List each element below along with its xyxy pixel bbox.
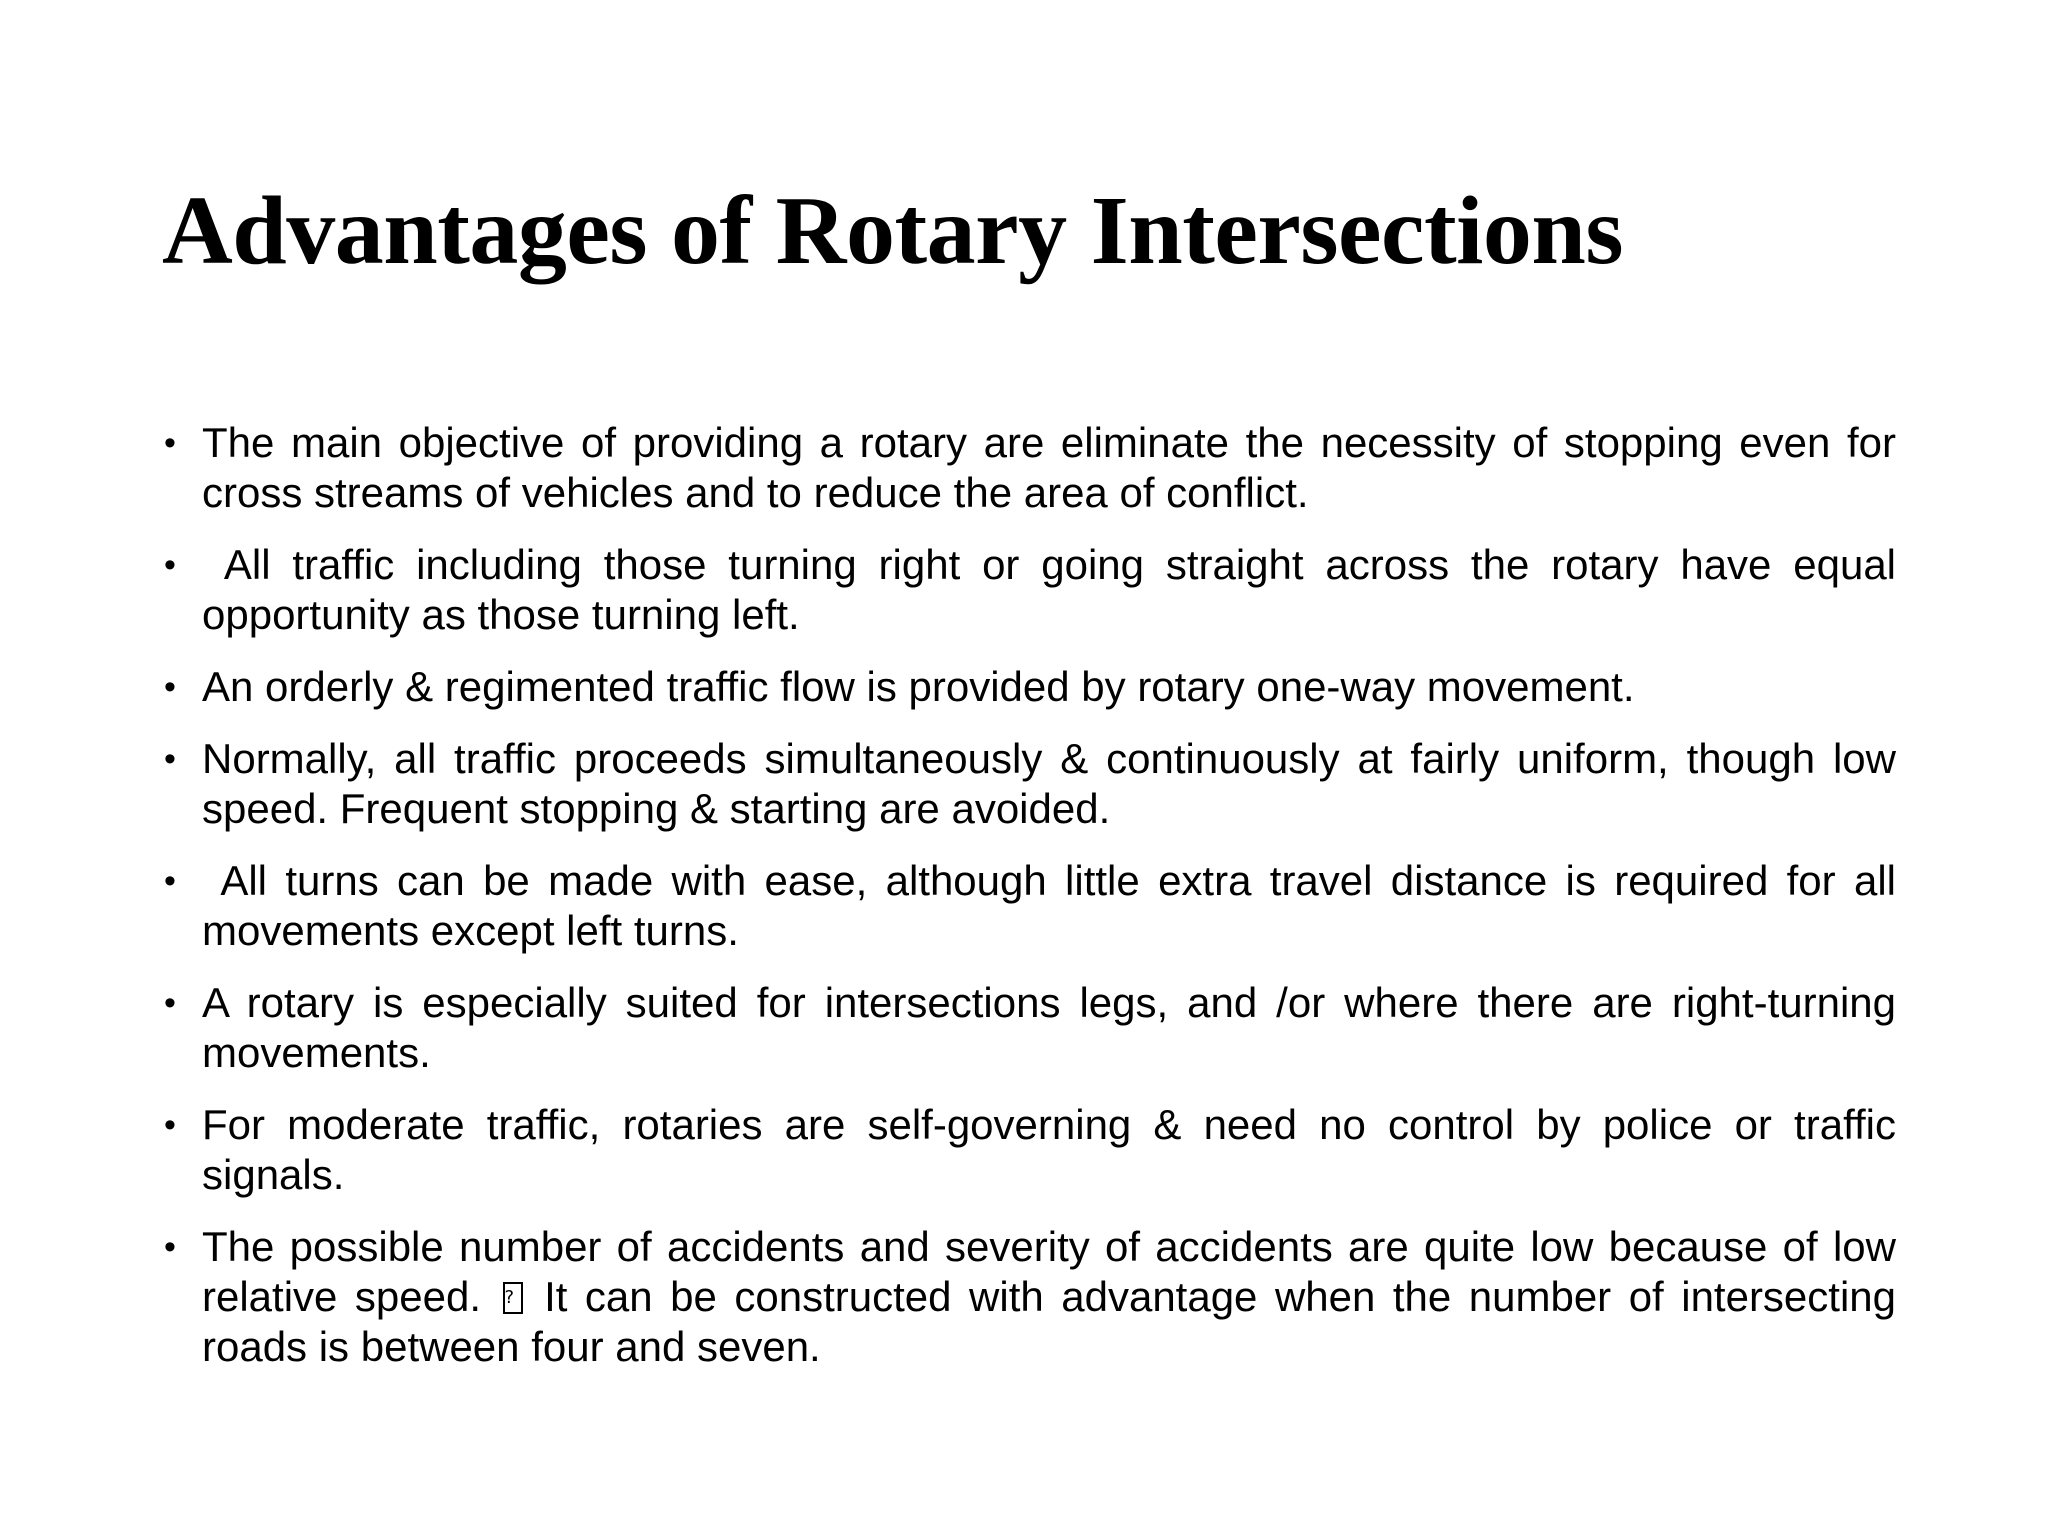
bullet-text: The main objective of providing a rotary are eliminate the necessity of stopping even for cross streams of vehicles and to reduce the area of conflict. [202,419,1896,516]
bullet-dot: • [164,984,176,1022]
bullet-dot: • [164,862,176,900]
bullet-text: For moderate traffic, rotaries are self-governing & need no control by police or traffic signals. [202,1101,1896,1198]
slide-title: Advantages of Rotary Intersections [162,177,1623,285]
bullet-dot: • [164,546,176,584]
bullet-text: Normally, all traffic proceeds simultaneously & continuously at fairly uniform, though low speed. Frequent stopping & starting are avoided. [202,735,1896,832]
list-item [162,1222,1896,1372]
bullet-dot: • [164,668,176,706]
bullet-text: An orderly & regimented traffic flow is provided by rotary one-way movement. [202,663,1635,710]
bullet-text: All traffic including those turning right or going straight across the rotary have equal opportunity as those turning left. [202,541,1908,638]
bullet-text: A rotary is especially suited for intersections legs, and /or where there are right-turning movements. [202,979,1896,1076]
missing-glyph-icon [503,1282,523,1314]
bullet-text [202,1222,1896,1372]
bullet-dot: • [164,1106,176,1144]
bullet-dot: • [164,1228,176,1266]
list-item [162,856,1908,956]
bullet-dot: • [164,740,176,778]
list-item [162,540,1908,640]
list-item [162,1100,1896,1200]
list-item [162,734,1896,834]
bullet-text: All turns can be made with ease, although little extra travel distance is required for all movements except left turns. [202,857,1908,954]
list-item [162,978,1896,1078]
bullet-text-part2: It can be constructed with advantage when the number of intersecting roads is between four and seven. [202,1273,1897,1370]
bullet-text-part1: The possible number of accidents and severity of accidents are quite low because of low relative speed. [202,1223,1896,1320]
list-item [162,418,1896,518]
list-item [162,662,1896,712]
bullet-dot: • [164,424,176,462]
bullet-list [162,418,1908,1372]
